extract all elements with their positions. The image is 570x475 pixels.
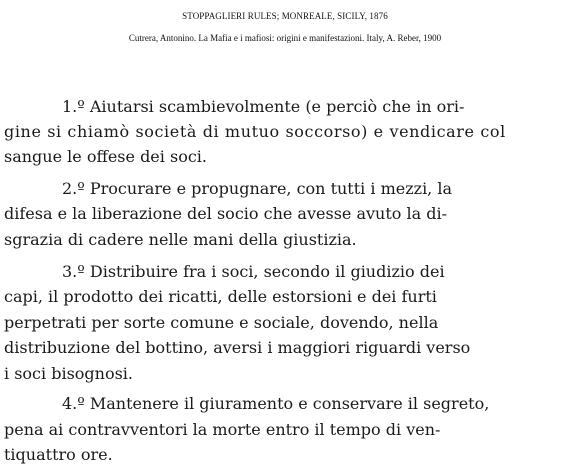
rule-4-line-3: tiquattro ore.	[4, 445, 113, 464]
rule-2-line-1: 2.º Procurare e propugnare, con tutti i mezzi, la	[62, 179, 453, 198]
rule-3-line-5: i soci bisognosi.	[4, 364, 134, 383]
rule-4-line-2: pena ai contravventori la morte entro il tempo di ven-	[4, 420, 441, 439]
rule-4-line-1: 4.º Mantenere il giuramento e conservare il segreto,	[62, 394, 490, 413]
rule-3-line-3: perpetrati per sorte comune e sociale, dovendo, nella	[4, 313, 439, 332]
document-title: STOPPAGLIERI RULES; MONREALE, SICILY, 1876	[182, 11, 388, 21]
rule-3-line-1: 3.º Distribuire fra i soci, secondo il giudizio dei	[62, 262, 445, 281]
rule-2-line-2: difesa e la liberazione del socio che avesse avuto la di-	[4, 204, 447, 223]
rule-1-line-3: sangue le offese dei soci.	[4, 147, 207, 166]
rule-3-line-4: distribuzione del bottino, aversi i maggiori riguardi verso	[4, 338, 471, 357]
rule-1-line-2: gine si chiamò società di mutuo soccorso) e vendicare col	[4, 122, 506, 141]
rule-3-line-2: capi, il prodotto dei ricatti, delle estorsioni e dei furti	[4, 287, 437, 306]
rule-2-line-3: sgrazia di cadere nelle mani della giustizia.	[4, 230, 357, 249]
rule-1-line-1: 1.º Aiutarsi scambievolmente (e perciò che in ori-	[62, 97, 465, 116]
document-source-citation: Cutrera, Antonino. La Mafia e i mafiosi: origini e manifestazioni. Italy, A. Reber, 1900	[128, 33, 442, 43]
